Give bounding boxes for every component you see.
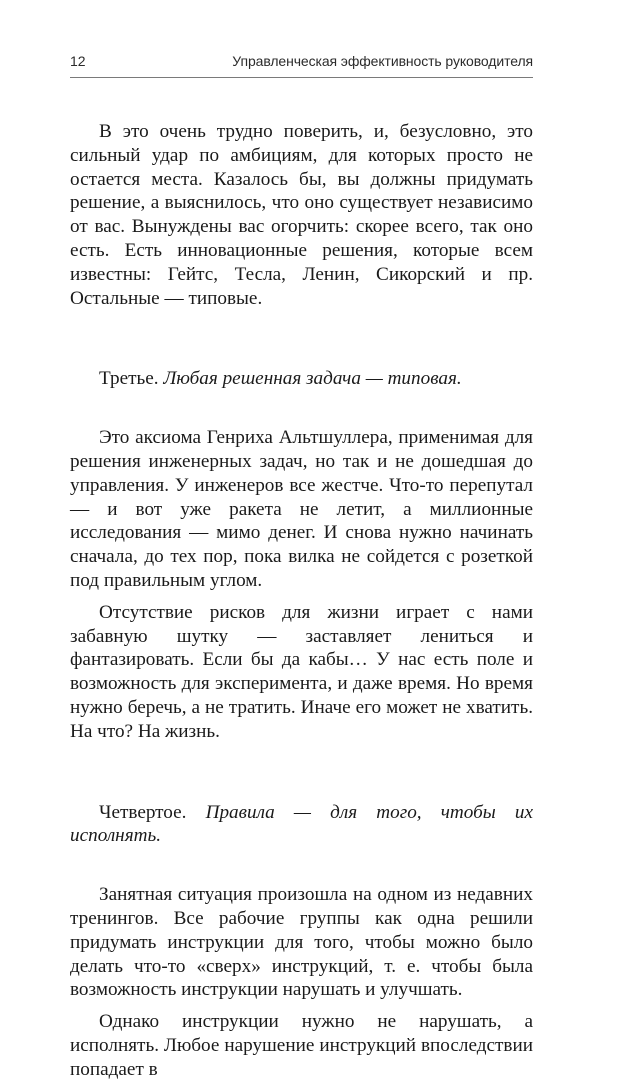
rule-three — [70, 367, 533, 391]
page-number: 12 — [70, 53, 86, 69]
paragraph-1: В это очень трудно поверить, и, безусловно, это сильный удар по амбициям, для которых просто не остается места. Казалось бы, вы должны придумать решение, а выяснилось, что оно существует независимо от вас. Вынуждены вас огорчить: скорее всего, так оно есть. Есть инновационные решения, которые всем известны: Гейтс, Тесла, Ленин, Сикорский и пр. Остальные — типовые. — [70, 121, 533, 309]
paragraph-3: Отсутствие рисков для жизни играет с нами забавную шутку — заставляет лениться и фантазировать. Если бы да кабы… У нас есть поле и возможность для эксперимента, и даже время. Но время нужно беречь, а не тратить. Иначе его может не хватить. На что? На жизнь. — [70, 601, 533, 742]
rule-four-label: Четвертое. — [99, 801, 187, 823]
rule-three-text: Любая решенная задача — типовая. — [163, 368, 462, 390]
page-body — [70, 120, 533, 1082]
paragraph-5: Однако инструкции нужно не нарушать, а исполнять. Любое нарушение инструкций впоследствии попадает в — [70, 1011, 533, 1080]
running-header — [70, 51, 533, 78]
paragraph-2: Это аксиома Генриха Альтшуллера, применимая для решения инженерных задач, но так и не дошедшая до управления. У инженеров все жестче. Что-то перепутал — и вот уже ракета не летит, а миллионные исследования — мимо денег. И снова нужно начинать сначала, до тех пор, пока вилка не сойдется с розеткой под правильным углом. — [70, 427, 533, 591]
spacer — [70, 391, 533, 426]
spacer — [70, 744, 533, 801]
paragraph-4: Занятная ситуация произошла на одном из недавних тренингов. Все рабочие группы как одна решили придумать инструкции для того, чтобы можно было делать что-то «сверх» инструкций, т. е. чтобы была возможность инструкции нарушать и улучшать. — [70, 884, 533, 1001]
rule-four — [70, 801, 533, 849]
rule-four-text: Правила — для того, чтобы их исполнять. — [70, 801, 533, 847]
rule-three-label: Третье. — [99, 368, 159, 390]
spacer — [70, 310, 533, 367]
book-title: Управленческая эффективность руководителя — [232, 53, 533, 69]
spacer — [70, 593, 533, 601]
spacer — [70, 848, 533, 883]
spacer — [70, 1002, 533, 1010]
